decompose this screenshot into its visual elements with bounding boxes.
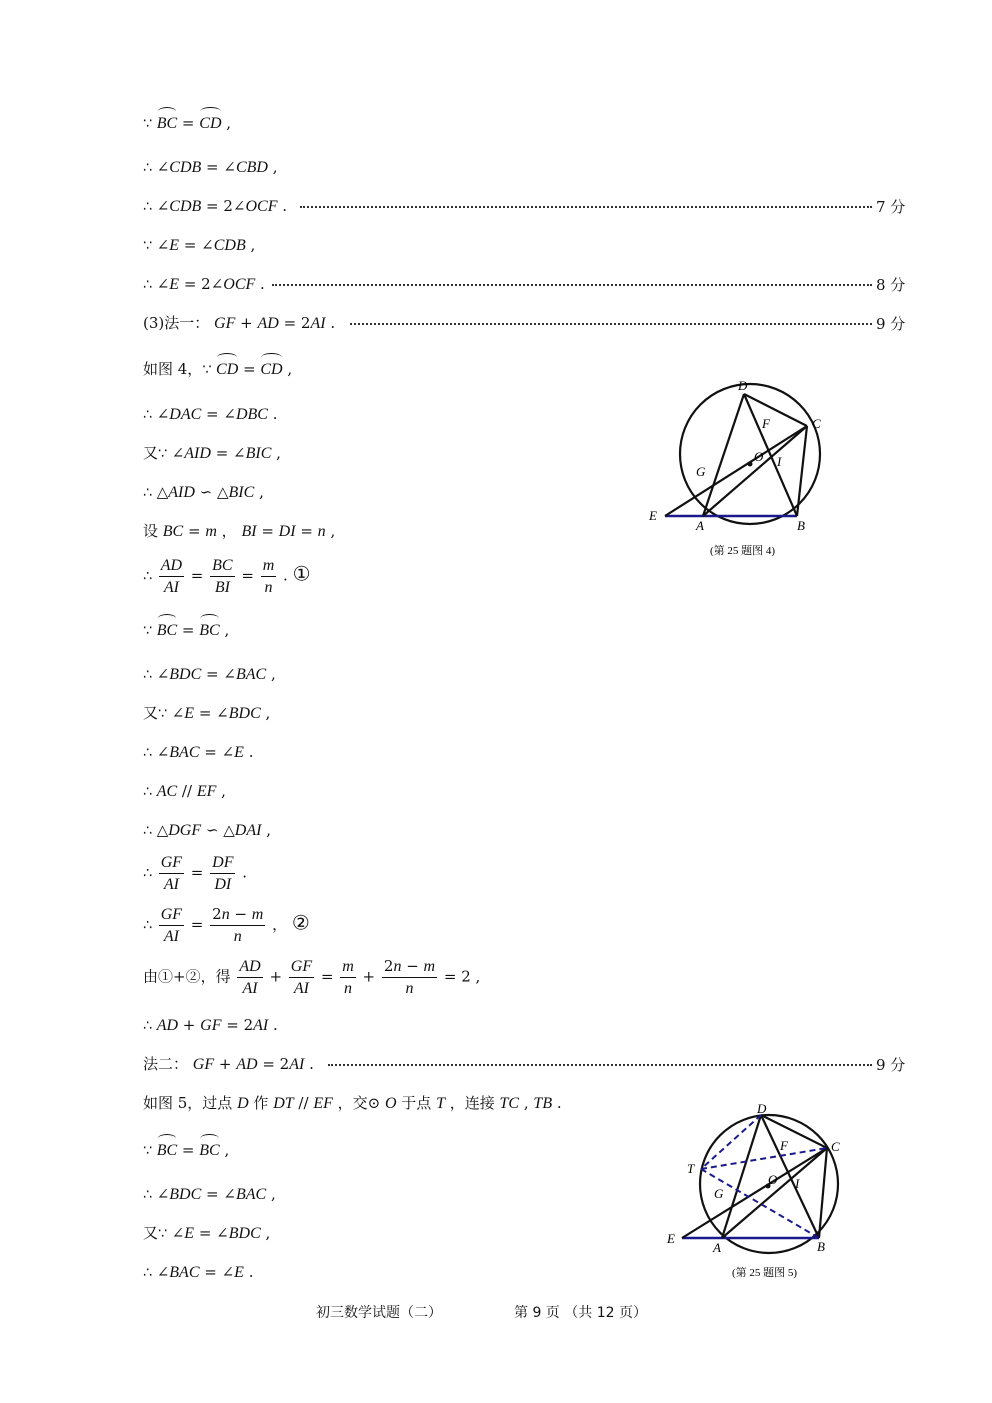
footer-title: 初三数学试题（二） (316, 1305, 442, 1321)
svg-text:G: G (696, 464, 706, 479)
step-similar-dgf-dai: ∴ △DGF ∽ △DAI , (143, 821, 271, 839)
svg-text:B: B (817, 1239, 825, 1254)
step-angle-cdb-2ocf: ∴ ∠CDB = 2∠OCF . (143, 197, 288, 215)
svg-text:G: G (714, 1186, 724, 1201)
svg-text:I: I (777, 454, 782, 469)
dotted-leader (272, 284, 872, 286)
figure-4-diagram (640, 372, 840, 562)
step-angle-bdc-bac-m2: ∴ ∠BDC = ∠BAC , (143, 1185, 276, 1203)
method2-heading: 法二： GF + AD = 2AI . (143, 1055, 314, 1073)
part3-method1-heading: (3)法一： GF + AD = 2AI . (143, 314, 336, 332)
step-angle-bdc-bac: ∴ ∠BDC = ∠BAC , (143, 665, 276, 683)
svg-text:A: A (696, 518, 704, 533)
svg-text:E: E (649, 508, 657, 523)
svg-text:T: T (687, 1161, 695, 1176)
svg-text:O: O (768, 1172, 778, 1187)
step-arc-bc: ∵ BC = BC , (143, 621, 230, 639)
score-7: 7 分 (876, 198, 906, 216)
score-9-method2: 9 分 (876, 1056, 906, 1074)
step-ac-parallel-ef: ∴ AC // EF , (143, 782, 226, 800)
step-angle-cdb-equals-cbd: ∴ ∠CDB = ∠CBD , (143, 158, 278, 176)
svg-text:C: C (831, 1139, 840, 1154)
svg-text:F: F (780, 1138, 788, 1153)
dotted-leader (300, 206, 872, 208)
step-fig4-arc-cd: 如图 4，∵ CD = CD , (143, 360, 293, 378)
svg-text:I: I (795, 1176, 800, 1191)
step-angle-bac-e: ∴ ∠BAC = ∠E . (143, 743, 254, 761)
svg-text:O: O (754, 449, 764, 464)
step-angle-e-bdc: 又∵ ∠E = ∠BDC , (143, 704, 271, 722)
svg-text:A: A (713, 1240, 721, 1255)
step-let-bc-m: 设 BC = m ， BI = DI = n , (143, 522, 336, 540)
step-arc-bc-equals-cd: ∵ BC = CD , (143, 114, 232, 132)
svg-text:C: C (812, 416, 821, 431)
footer-page-number: 第 9 页 （共 12 页） (514, 1305, 647, 1321)
figure-4-caption: (第 25 题图 4) (710, 545, 776, 557)
step-similar-aid-bic: ∴ △AID ∽ △BIC , (143, 483, 264, 501)
step-sum-equations: 由①+②，得 $\frac{AD}{AI}$ + $\frac{GF}{AI}$ = $\frac{m}{n}$ + $\frac{2n - m}{n}$ = 2 , (143, 957, 481, 997)
step-angle-bac-e-m2: ∴ ∠BAC = ∠E . (143, 1263, 254, 1281)
step-arc-bc-m2: ∵ BC = BC , (143, 1141, 230, 1159)
svg-text:D: D (757, 1101, 767, 1116)
svg-text:E: E (667, 1231, 675, 1246)
figure-5-diagram (660, 1098, 860, 1288)
step-angle-e-2ocf: ∴ ∠E = 2∠OCF . (143, 275, 265, 293)
step-ratio-gf-ai: ∴ $\frac{GF}{AI}$ = $\frac{DF}{DI}$ . (143, 854, 248, 893)
score-9-method1: 9 分 (876, 315, 906, 333)
svg-text:F: F (762, 416, 770, 431)
dotted-leader (328, 1064, 872, 1066)
step-fig5-construction: 如图 5，过点 D 作 DT // EF ，交⊙ O 于点 T ，连接 TC , TB . (143, 1094, 562, 1112)
svg-text:B: B (797, 518, 805, 533)
step-angle-e-equals-cdb: ∵ ∠E = ∠CDB , (143, 236, 256, 254)
step-angle-aid-bic: 又∵ ∠AID = ∠BIC , (143, 444, 281, 462)
step-conclusion-method1: ∴ AD + GF = 2AI . (143, 1016, 278, 1034)
svg-text:D: D (738, 378, 748, 393)
score-8: 8 分 (876, 276, 906, 294)
equation-1: ∴ $\frac{AD}{AI}$ = $\frac{BC}{BI}$ = $\frac{m}{n}$ . ① (143, 557, 311, 596)
step-angle-dac-dbc: ∴ ∠DAC = ∠DBC . (143, 405, 278, 423)
figure-5-caption: (第 25 题图 5) (732, 1267, 798, 1279)
step-angle-e-bdc-m2: 又∵ ∠E = ∠BDC , (143, 1224, 271, 1242)
dotted-leader (350, 323, 872, 325)
equation-2: ∴ $\frac{GF}{AI}$ = $\frac{2n - m}{n}$ ， ② (143, 905, 310, 945)
